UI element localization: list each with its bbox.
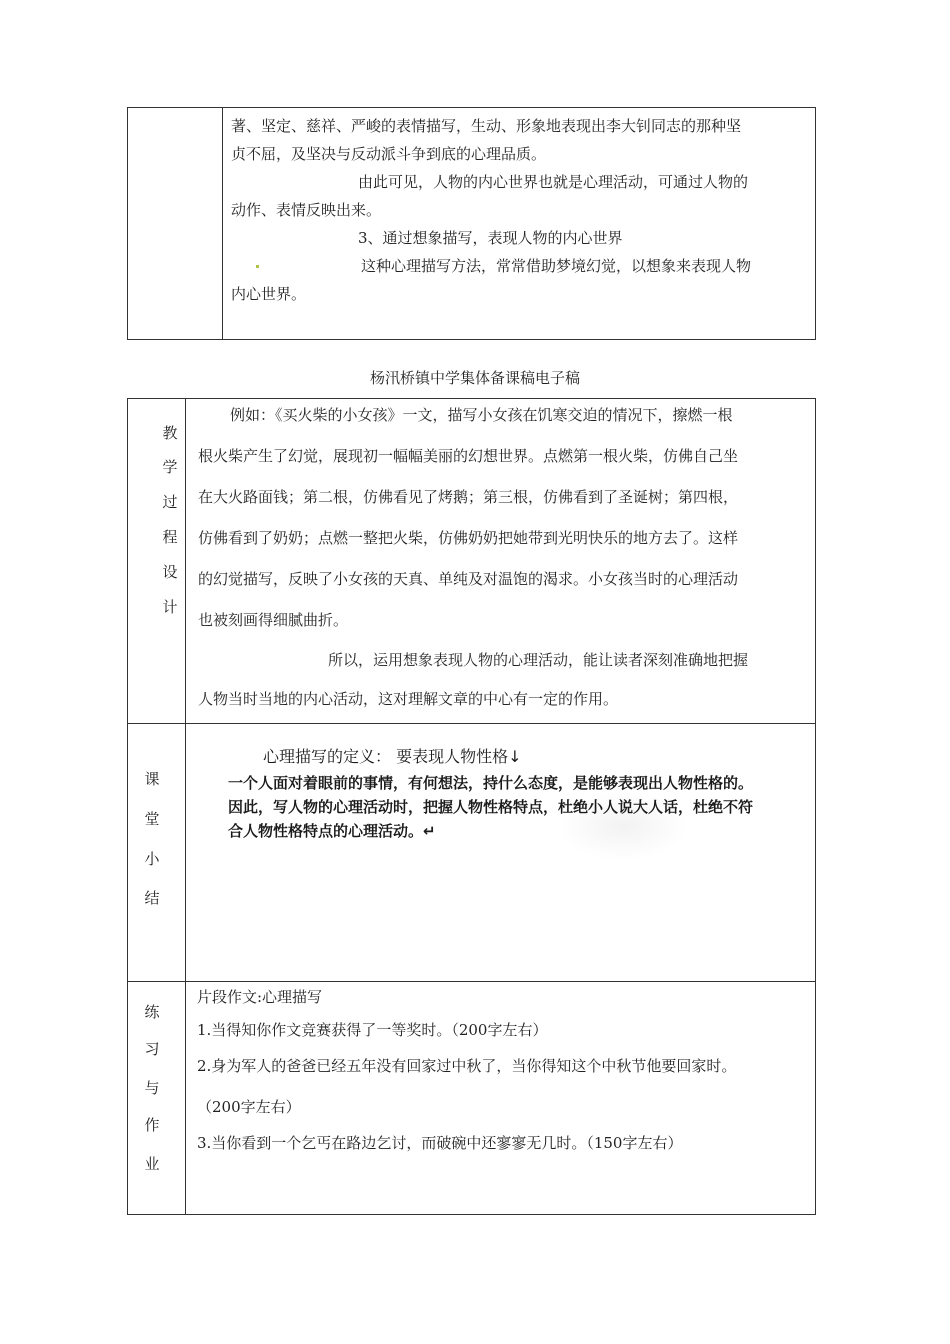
row-divider: [128, 981, 815, 982]
text-line: 著、坚定、慈祥、严峻的表情描写，生动、形象地表现出李大钊同志的那种坚: [231, 117, 742, 135]
text-line: 根火柴产生了幻觉，展现初一幅幅美丽的幻想世界。点燃第一根火柴，仿佛自己坐: [198, 447, 739, 465]
text-line: 贞不屈，及坚决与反动派斗争到底的心理品质。: [231, 145, 547, 163]
text-line: 内心世界。: [231, 285, 307, 303]
text-line: 也被刻画得细腻曲折。: [198, 611, 349, 629]
row-divider: [128, 723, 815, 724]
text-line: （200字左右）: [197, 1098, 301, 1116]
section-heading: 3、通过想象描写，表现人物的内心世界: [358, 229, 623, 247]
text-line: 合人物性格特点的心理活动。↵: [228, 822, 436, 840]
text-line: 一个人面对着眼前的事情，有何想法，持什么态度，是能够表现出人物性格的。: [228, 774, 754, 792]
continuation-table: [127, 107, 816, 340]
text-line: 1.当得知你作文竞赛获得了一等奖时。（200字左右）: [197, 1021, 548, 1039]
faint-watermark: [558, 791, 688, 861]
text-line: 动作、表情反映出来。: [231, 201, 382, 219]
edit-mark: [256, 265, 259, 268]
text-line: 人物当时当地的内心活动，这对理解文章的中心有一定的作用。: [198, 690, 619, 708]
summary-heading: 心理描写的定义： 要表现人物性格↓: [263, 747, 522, 766]
text-line: 3.当你看到一个乞丐在路边乞讨，而破碗中还寥寥无几时。（150字左右）: [197, 1134, 683, 1152]
text-line: 例如：《买火柴的小女孩》一文，描写小女孩在饥寒交迫的情况下，擦燃一根: [230, 406, 733, 424]
text-line: 所以，运用想象表现人物的心理活动，能让读者深刻准确地把握: [328, 651, 749, 669]
text-line: 2.身为军人的爸爸已经五年没有回家过中秋了，当你得知这个中秋节他要回家时。: [197, 1057, 737, 1075]
text-line: 因此，写人物的心理活动时，把握人物性格特点，杜绝小人说大人话，杜绝不符: [228, 798, 754, 816]
column-divider: [185, 399, 186, 1214]
page-title: 杨汛桥镇中学集体备课稿电子稿: [369, 369, 580, 387]
lesson-plan-table: 教 学 过 程 设 计 例如：《买火柴的小女孩》一文，描写小女孩在饥寒交迫的情况下，擦燃一根 根火柴产生了幻觉，展现初一幅幅美丽的幻想世界。点燃第一根火柴，仿佛自己坐 在大火路面钱；第二根，仿佛看见了烤鹅；第三根，仿佛看到了圣诞树；第四根， 仿佛看到了奶奶；点燃一整把火柴，仿佛奶奶把她带到光明快乐的地方去了。这样 的幻觉描写，反映了小女孩的天真、单纯及对温饱的渴求。小女孩当时的心理活动 也被刻画得细腻曲折。 所以，运用想象表现人物的心理活动，能让读者深刻准确地把握 人物当时当地的内心活动，这对理解文章的中心有一定的作用。 课 堂 小 结 心理描写的定义： 要表现人物性格↓ 一个人面对着眼前的事情，有何想法，持什么态度，是能够表现出人物性格的。 因此，写人物的心理活动时，把握人物性格特点，杜绝小人说大人话，杜绝不符 合人物性格特点的心理活动。↵ 练 习 与 作 业 片段作文:心理描写 1.当得知你作文竞赛获得了一等奖时。（200字左右） 2.身为军人的爸爸已经五年没有回家过中秋了，当你得知这个中秋节他要回家时。 （200字左右） 3.当你看到一个乞丐在路边乞讨，而破碗中还寥寥无几时。（150字左右）: [127, 398, 816, 1215]
text-line: 这种心理描写方法，常常借助梦境幻觉，以想象来表现人物: [361, 257, 752, 275]
text-line: 仿佛看到了奶奶；点燃一整把火柴，仿佛奶奶把她带到光明快乐的地方去了。这样: [198, 529, 739, 547]
text-line: 片段作文:心理描写: [197, 988, 323, 1006]
text-line: 的幻觉描写，反映了小女孩的天真、单纯及对温饱的渴求。小女孩当时的心理活动: [198, 570, 739, 588]
text-line: 由此可见，人物的内心世界也就是心理活动，可通过人物的: [358, 173, 749, 191]
column-divider: [222, 108, 223, 339]
text-line: 在大火路面钱；第二根，仿佛看见了烤鹅；第三根，仿佛看到了圣诞树；第四根，: [198, 488, 739, 506]
